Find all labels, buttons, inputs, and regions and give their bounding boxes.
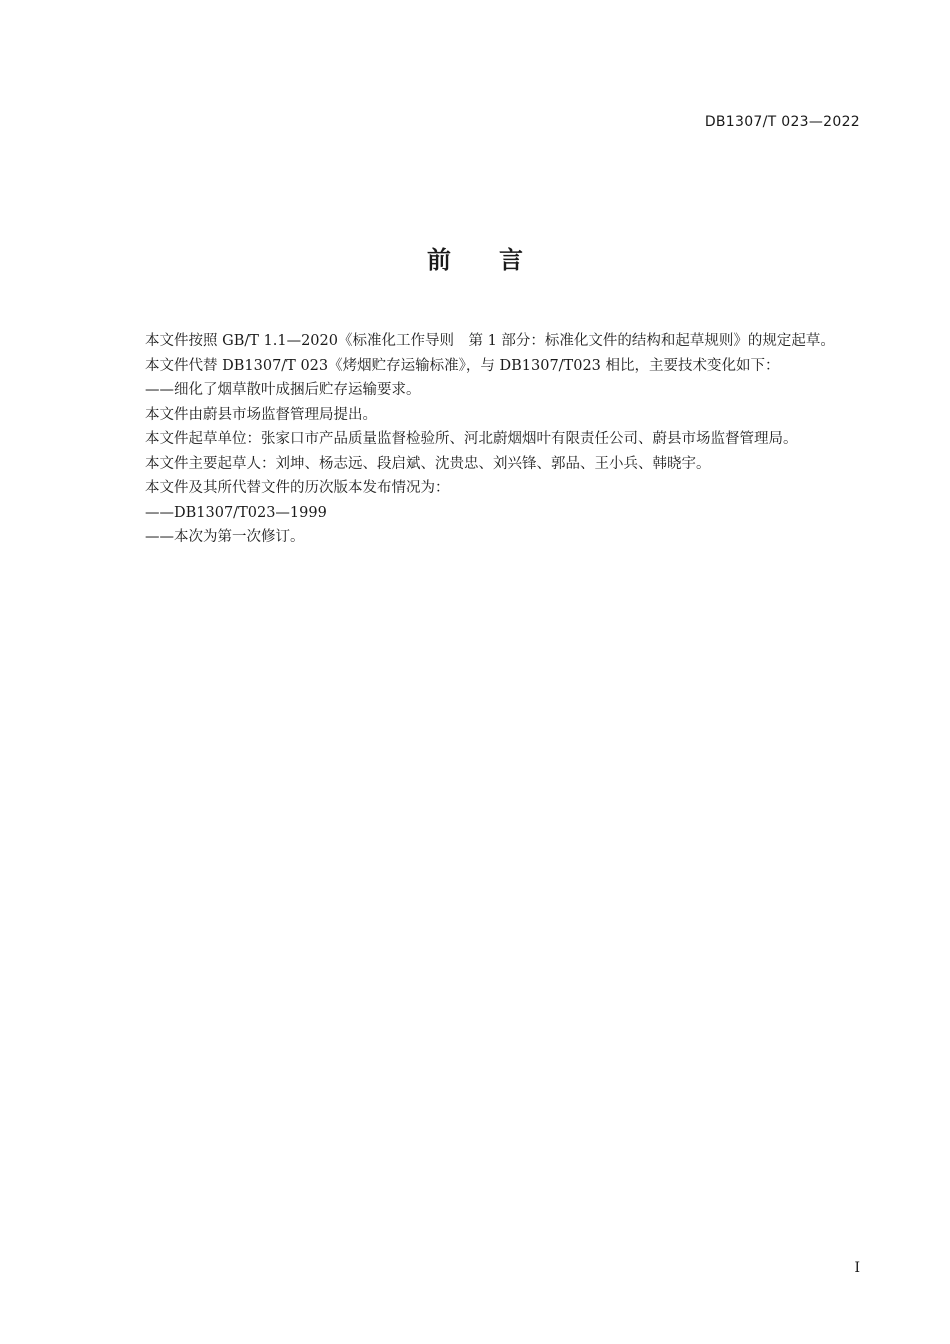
paragraph: 本文件主要起草人：刘坤、杨志远、段启斌、沈贵忠、刘兴锋、郭品、王小兵、韩晓宇。 (145, 455, 711, 472)
document-code: DB1307/T 023—2022 (704, 114, 860, 130)
paragraph: 本文件代替 DB1307/T 023《烤烟贮存运输标准》，与 DB1307/T023 相比，主要技术变化如下： (145, 357, 780, 374)
page-number: I (854, 1260, 860, 1276)
foreword-body (115, 329, 860, 550)
paragraph: ——本次为第一次修订。 (145, 529, 305, 545)
paragraph: 本文件起草单位：张家口市产品质量监督检验所、河北蔚烟烟叶有限责任公司、蔚县市场监督管理局。 (145, 431, 798, 447)
paragraph: ——DB1307/T023—1999 (145, 504, 327, 521)
paragraph: 本文件按照 GB/T 1.1—2020《标准化工作导则 第 1 部分：标准化文件的结构和起草规则》的规定起草。 (145, 333, 835, 349)
paragraph: 本文件由蔚县市场监督管理局提出。 (145, 406, 377, 423)
paragraph: 本文件及其所代替文件的历次版本发布情况为： (145, 480, 450, 496)
page-title: 前言 (427, 246, 571, 274)
paragraph: ——细化了烟草散叶成捆后贮存运输要求。 (145, 382, 421, 398)
